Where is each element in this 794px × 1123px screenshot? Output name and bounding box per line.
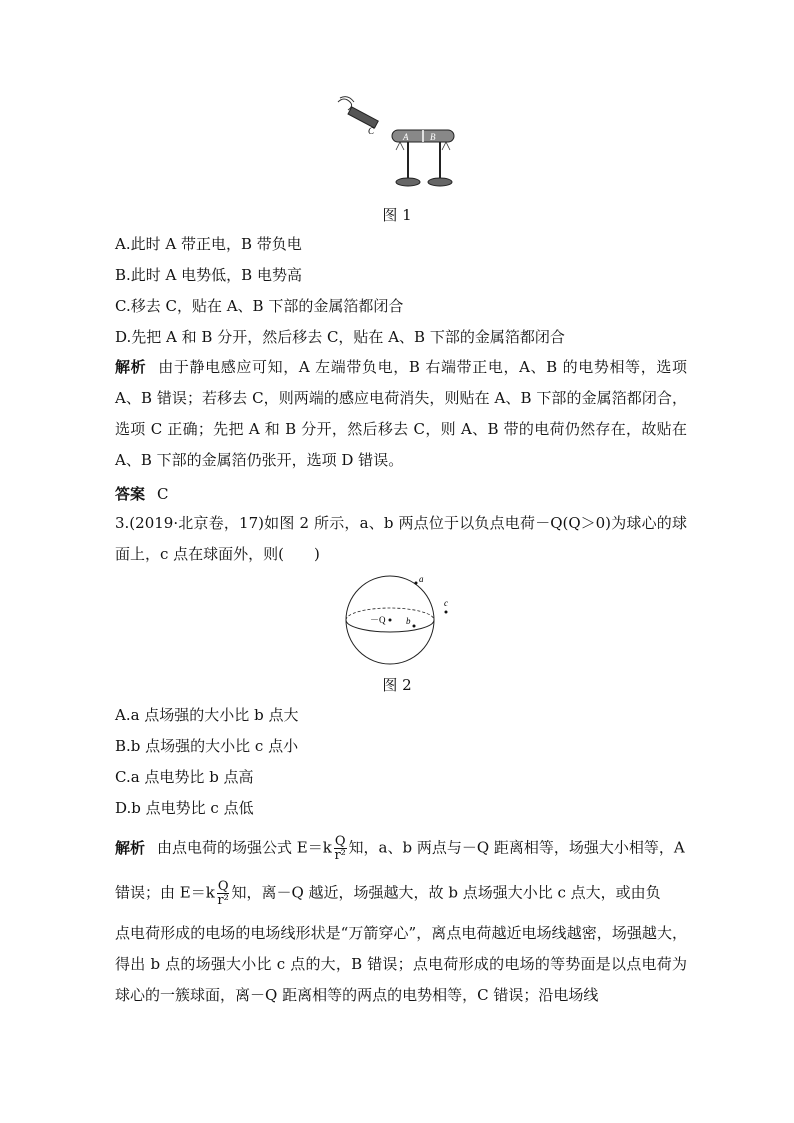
analysis-label: 解析 [115,358,147,376]
q2-answer [115,483,169,504]
figure-1-caption: 图 1 [382,206,412,224]
analysis-text-2b: 知，离－Q 越近，场强越大，故 b 点场强大小比 c 点大，或由负 [231,883,661,902]
label-b: B [430,132,436,142]
answer-value: C [157,485,169,503]
q3-option-b: B.b 点场强的大小比 c 点小 [115,737,299,755]
label-a: A [403,132,409,142]
analysis-label: 解析 [115,838,146,857]
q3-analysis-line2 [115,880,661,907]
q2-analysis [115,352,687,476]
analysis-text-2a: 错误；由 E＝k [115,883,215,902]
figure-2-caption: 图 2 [382,676,412,694]
answer-label: 答案 [115,485,146,503]
analysis-text: 由于静电感应可知，A 左端带负电，B 右端带正电，A、B 的电势相等，选项 A、B 错误；若移去 C，则两端的感应电荷消失，则贴在 A、B 下部的金属箔都闭合，选项 C 正确；先把 A 和 B 分开，然后移去 C，则 A、B 带的电荷仍然存在，故贴在 A、B 下部的金属箔仍张开，选项 D 错误。 [115,358,687,469]
label-charge: －Q [370,615,386,625]
q2-option-c: C.移去 C，贴在 A、B 下部的金属箔都闭合 [115,297,404,315]
q3-option-c: C.a 点电势比 b 点高 [115,768,254,786]
q2-option-d: D.先把 A 和 B 分开，然后移去 C，贴在 A、B 下部的金属箔都闭合 [115,328,565,346]
label-c2: c [444,598,448,608]
figure-2-sphere [340,570,460,670]
q2-option-a: A.此时 A 带正电，B 带负电 [115,235,302,253]
analysis-text-1b: 知，a、b 两点与－Q 距离相等，场强大小相等，A [348,838,685,857]
formula-fraction: $\frac{Q}{\text{r²}}$ [334,834,346,863]
label-a2: a [419,574,424,584]
label-c: C [368,126,375,136]
label-b2: b [406,616,411,626]
q3-option-d: D.b 点电势比 c 点低 [115,799,254,817]
q3-analysis-line1 [115,835,685,862]
q2-option-b: B.此时 A 电势低，B 电势高 [115,266,302,284]
q3-stem: 3.(2019·北京卷，17)如图 2 所示，a、b 两点位于以负点电荷－Q(Q＞0)为球心的球面上，c 点在球面外，则( ) [115,514,687,563]
figure-1-apparatus [330,92,470,192]
q3-option-a: A.a 点场强的大小比 b 点大 [115,706,299,724]
formula-fraction: $\frac{Q}{\text{r²}}$ [217,879,229,908]
analysis-text-1a: 由点电荷的场强公式 E＝k [157,838,332,857]
q3-analysis-rest: 点电荷形成的电场的电场线形状是“万箭穿心”，离点电荷越近电场线越密，场强越大，得出 b 点的场强大小比 c 点的大，B 错误；点电荷形成的电场的等势面是以点电荷为球心的一簇球面，离－Q 距离相等的两点的电势相等，C 错误；沿电场线 [115,924,687,1004]
